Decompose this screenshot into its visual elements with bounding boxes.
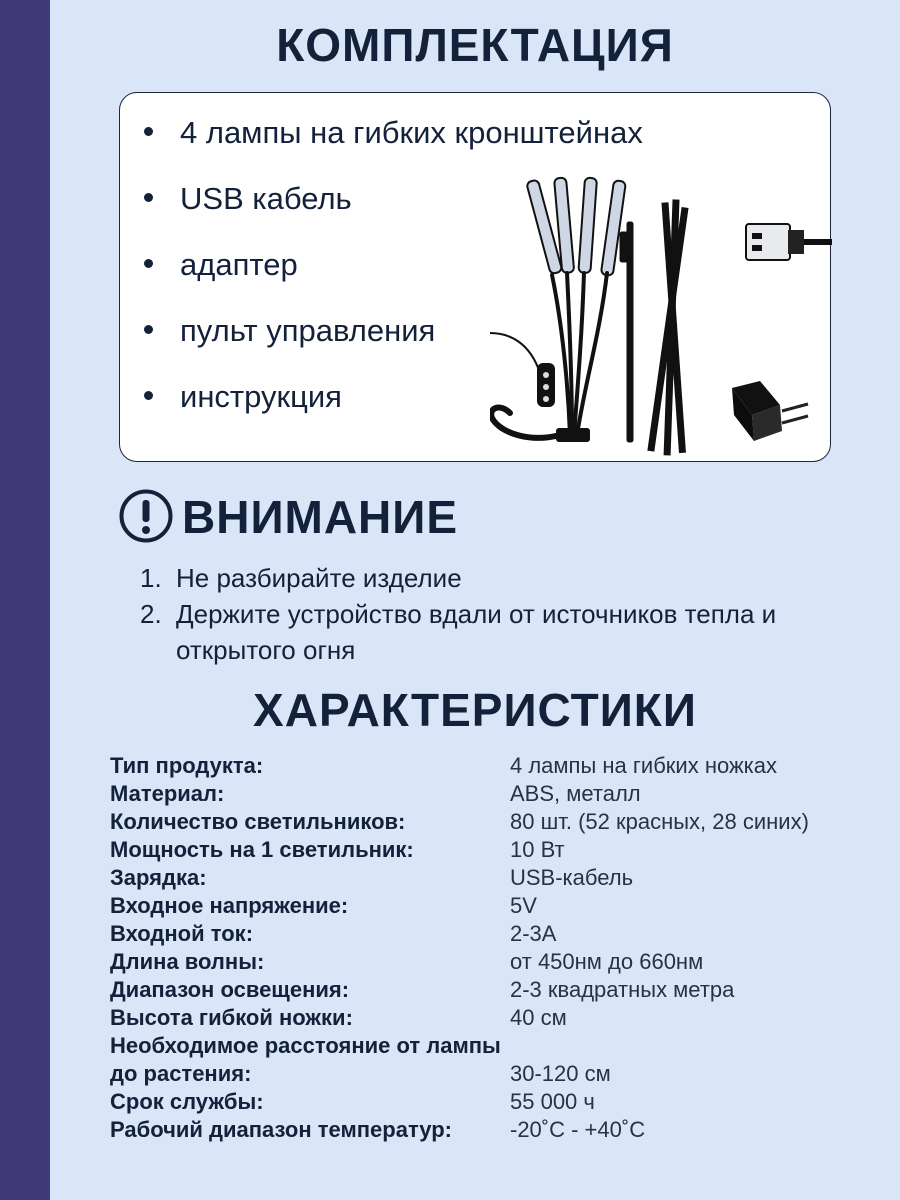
specs-table (110, 752, 870, 1144)
spec-row: Тип продукта: 4 лампы на гибких ножках (110, 753, 778, 778)
usb-plug-icon (746, 224, 832, 260)
spec-row: Входное напряжение: 5V (110, 893, 537, 918)
spec-row: Мощность на 1 светильник: 10 Вт (110, 837, 565, 862)
kit-item: 4 лампы на гибких кронштейнах (144, 115, 643, 151)
spec-row: Рабочий диапазон температур: -20˚С - +40˚С (110, 1117, 646, 1142)
spec-row: Длина волны: от 450нм до 660нм (110, 949, 704, 974)
left-accent-bar (0, 0, 50, 1200)
spec-row: Срок службы: 55 000 ч (110, 1089, 595, 1114)
kit-item: USB кабель (144, 181, 352, 217)
kit-item: адаптер (144, 247, 298, 283)
warning-item: 2. Держите устройство вдали от источников тепла и открытого огня (140, 599, 777, 665)
spec-row: Материал: ABS, металл (110, 781, 641, 806)
exclamation-circle-icon (118, 488, 174, 544)
spec-row: Высота гибкой ножки: 40 см (110, 1005, 567, 1030)
power-adapter-icon (732, 381, 808, 441)
warning-item: 1. Не разбирайте изделие (140, 563, 462, 593)
kit-item: пульт управления (144, 313, 435, 349)
warning-title: ВНИМАНИЕ (182, 491, 459, 543)
specs-title: ХАРАКТЕРИСТИКИ (253, 684, 697, 736)
kit-item: инструкция (144, 379, 342, 415)
spec-row: Количество светильников: 80 шт. (52 красных, 28 синих) (110, 809, 809, 834)
bullet-icon (144, 325, 153, 334)
bullet-icon (144, 127, 153, 136)
spec-row: Диапазон освещения: 2-3 квадратных метра (110, 977, 735, 1002)
warning-list (140, 560, 860, 668)
bullet-icon (144, 193, 153, 202)
spec-row: Входной ток: 2-3А (110, 921, 557, 946)
kit-card (119, 92, 831, 462)
bullet-icon (144, 259, 153, 268)
tripod-stand-icon (620, 200, 688, 455)
kit-contents-illustration (490, 173, 832, 463)
spec-row: Зарядка: USB-кабель (110, 865, 634, 890)
spec-row: Необходимое расстояние от лампы до растения: 30-120 см (110, 1033, 611, 1086)
gooseneck-stems-icon (552, 273, 607, 435)
kit-title: КОМПЛЕКТАЦИЯ (276, 19, 674, 71)
bullet-icon (144, 391, 153, 400)
lamp-heads-icon (526, 177, 626, 275)
